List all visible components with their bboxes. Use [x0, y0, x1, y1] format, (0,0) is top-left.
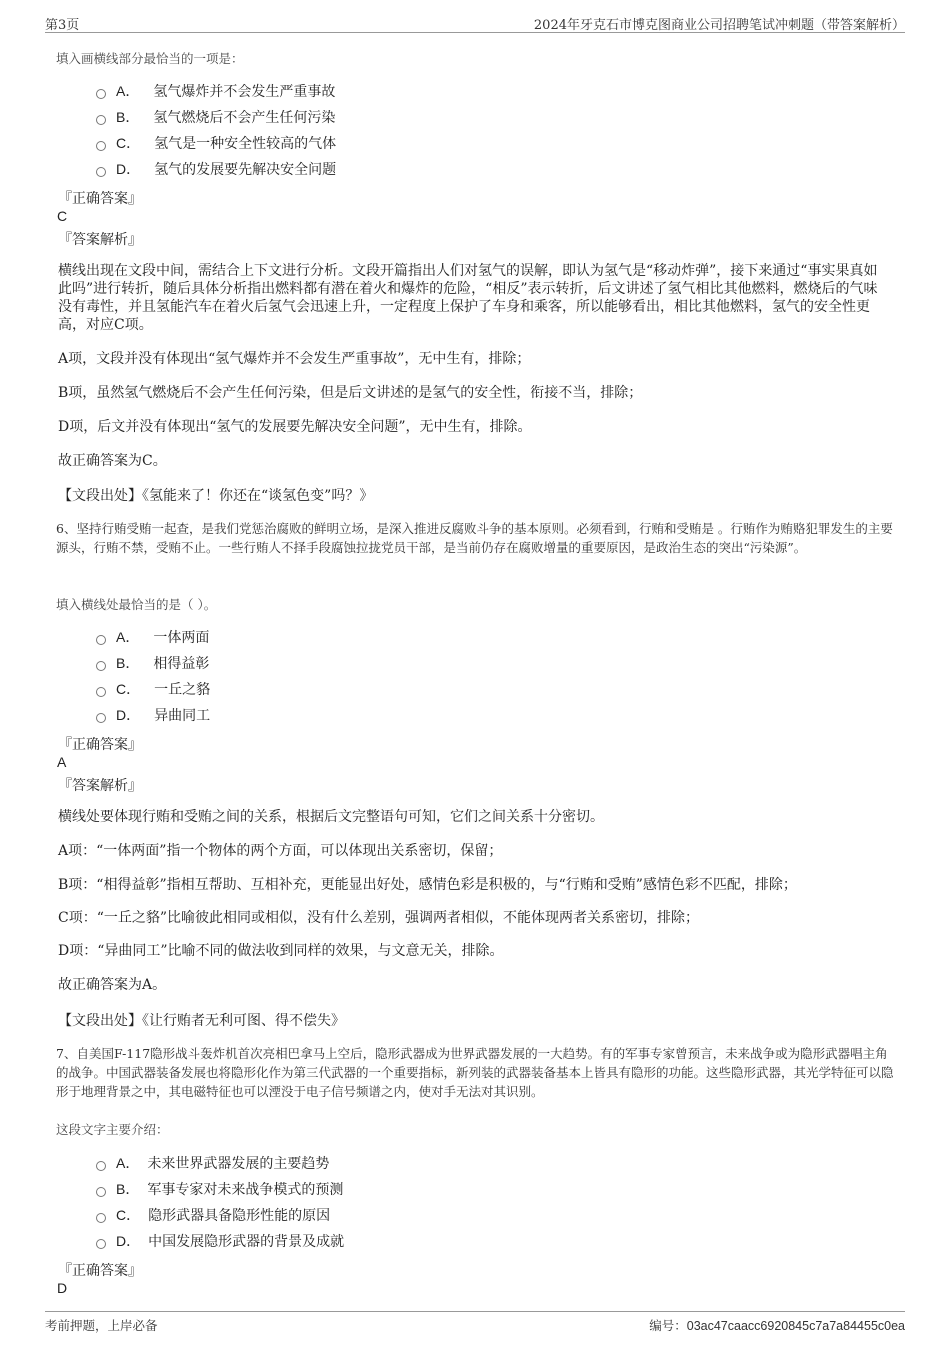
q5-option-d[interactable]: D． 氢气的发展要先解决安全问题 [96, 159, 336, 179]
q6-analysis-main: 横线处要体现行贿和受贿之间的关系，根据后文完整语句可知，它们之间关系十分密切。 [58, 809, 604, 825]
q6-option-b[interactable]: B． 相得益彰 [96, 653, 209, 673]
q6-conclusion: 故正确答案为A。 [58, 977, 167, 993]
radio-icon[interactable] [96, 141, 106, 151]
radio-icon[interactable] [96, 1213, 106, 1223]
q7-answer-label: 『正确答案』 [58, 1263, 142, 1279]
page-header [45, 10, 905, 33]
q6-option-d[interactable]: D． 异曲同工 [96, 705, 210, 725]
q6-analysis-a: A项：“一体两面”指一个物体的两个方面，可以体现出关系密切，保留； [58, 843, 503, 859]
q6-prompt: 填入横线处最恰当的是（ ）。 [56, 597, 217, 612]
q5-conclusion: 故正确答案为C。 [58, 453, 167, 469]
radio-icon[interactable] [96, 635, 106, 645]
q6-answer-label: 『正确答案』 [58, 737, 142, 753]
radio-icon[interactable] [96, 661, 106, 671]
q5-answer-label: 『正确答案』 [58, 191, 142, 207]
radio-icon[interactable] [96, 1161, 106, 1171]
q5-answer: C [57, 208, 68, 224]
q5-option-c[interactable]: C． 氢气是一种安全性较高的气体 [96, 133, 336, 153]
radio-icon[interactable] [96, 1187, 106, 1197]
radio-icon[interactable] [96, 115, 106, 125]
radio-icon[interactable] [96, 89, 106, 99]
q5-analysis-label: 『答案解析』 [58, 232, 142, 248]
q6-answer: A [57, 754, 67, 770]
q6-option-c[interactable]: C． 一丘之貉 [96, 679, 210, 699]
q5-analysis-b: B项，虽然氢气燃烧后不会产生任何污染，但是后文讲述的是氢气的安全性，衔接不当，排除； [58, 385, 643, 401]
q7-option-a[interactable]: A． 未来世界武器发展的主要趋势 [96, 1153, 329, 1173]
radio-icon[interactable] [96, 1239, 106, 1249]
q7-answer: D [57, 1280, 68, 1296]
q7-prompt: 这段文字主要介绍： [56, 1122, 169, 1137]
q5-prompt: 填入画横线部分最恰当的一项是： [56, 51, 244, 66]
q5-option-b[interactable]: B． 氢气燃烧后不会产生任何污染 [96, 107, 335, 127]
q6-option-a[interactable]: A． 一体两面 [96, 627, 209, 647]
q6-analysis-label: 『答案解析』 [58, 778, 142, 794]
radio-icon[interactable] [96, 687, 106, 697]
radio-icon[interactable] [96, 167, 106, 177]
q7-option-c[interactable]: C． 隐形武器具备隐形性能的原因 [96, 1205, 330, 1225]
q6-analysis-c: C项：“一丘之貉”比喻彼此相同或相似，没有什么差别，强调两者相似，不能体现两者关系密切，排除； [58, 910, 700, 926]
document-code: 编号：03ac47caacc6920845c7a7a84455c0ea [649, 1318, 905, 1333]
q6-source: 【文段出处】《让行贿者无利可图、得不偿失》 [58, 1013, 345, 1029]
q5-analysis-d: D项，后文并没有体现出“氢气的发展要先解决安全问题”，无中生有，排除。 [58, 419, 532, 435]
q6-analysis-d: D项：“异曲同工”比喻不同的做法收到同样的效果，与文意无关，排除。 [58, 943, 504, 959]
radio-icon[interactable] [96, 713, 106, 723]
q7-option-b[interactable]: B． 军事专家对未来战争模式的预测 [96, 1179, 343, 1199]
q7-stem: 7、自美国F-117隐形战斗轰炸机首次亮相巴拿马上空后，隐形武器成为世界武器发展的一大趋势。有的军事专家曾预言，未来战争或为隐形武器唱主角的战争。中国武器装备发展也将隐形化作为第三代武器的一个重要指标，新列装的武器装备基本上皆具有隐形的功能。这些隐形武器，其光学特征可以隐形于地理背景之中，其电磁特征也可以湮没于电子信号频谱之内，使对手无法对其识别。 [56, 1046, 894, 1099]
page-number: 第3页 [45, 18, 80, 33]
q7-option-d[interactable]: D． 中国发展隐形武器的背景及成就 [96, 1231, 344, 1251]
q6-analysis-b: B项：“相得益彰”指相互帮助、互相补充，更能显出好处，感情色彩是积极的，与“行贿和受贿”感情色彩不匹配，排除； [58, 877, 797, 893]
q5-source: 【文段出处】《氢能来了！你还在“谈氢色变”吗？》 [58, 488, 374, 504]
q5-option-a[interactable]: A． 氢气爆炸并不会发生严重事故 [96, 81, 335, 101]
page-footer [45, 1311, 905, 1338]
q6-stem: 6、坚持行贿受贿一起查，是我们党惩治腐败的鲜明立场，是深入推进反腐败斗争的基本原则。必须看到，行贿和受贿是 。行贿作为贿赂犯罪发生的主要源头，行贿不禁，受贿不止。一些行贿人不择手段腐蚀拉拢党员干部，是当前仍存在腐败增量的重要原因，是政治生态的突出“污染源”。 [56, 521, 893, 555]
footer-slogan: 考前押题，上岸必备 [45, 1318, 158, 1333]
q5-analysis-a: A项，文段并没有体现出“氢气爆炸并不会发生严重事故”，无中生有，排除； [58, 351, 531, 367]
q5-analysis-main: 横线出现在文段中间，需结合上下文进行分析。文段开篇指出人们对氢气的误解，即认为氢气是“移动炸弹”，接下来通过“事实果真如此吗”进行转折，随后具体分析指出燃料都有潜在着火和爆炸的危险，“相反”表示转折，后文讲述了氢气相比其他燃料，燃烧后的气味没有毒性，并且氢能汽车在着火后氢气会迅速上升，一定程度上保护了车身和乘客，所以能够看出，相比其他燃料，氢气的安全性更高，对应C项。 [58, 263, 878, 333]
document-title: 2024年牙克石市博克图商业公司招聘笔试冲刺题（带答案解析） [533, 18, 905, 33]
